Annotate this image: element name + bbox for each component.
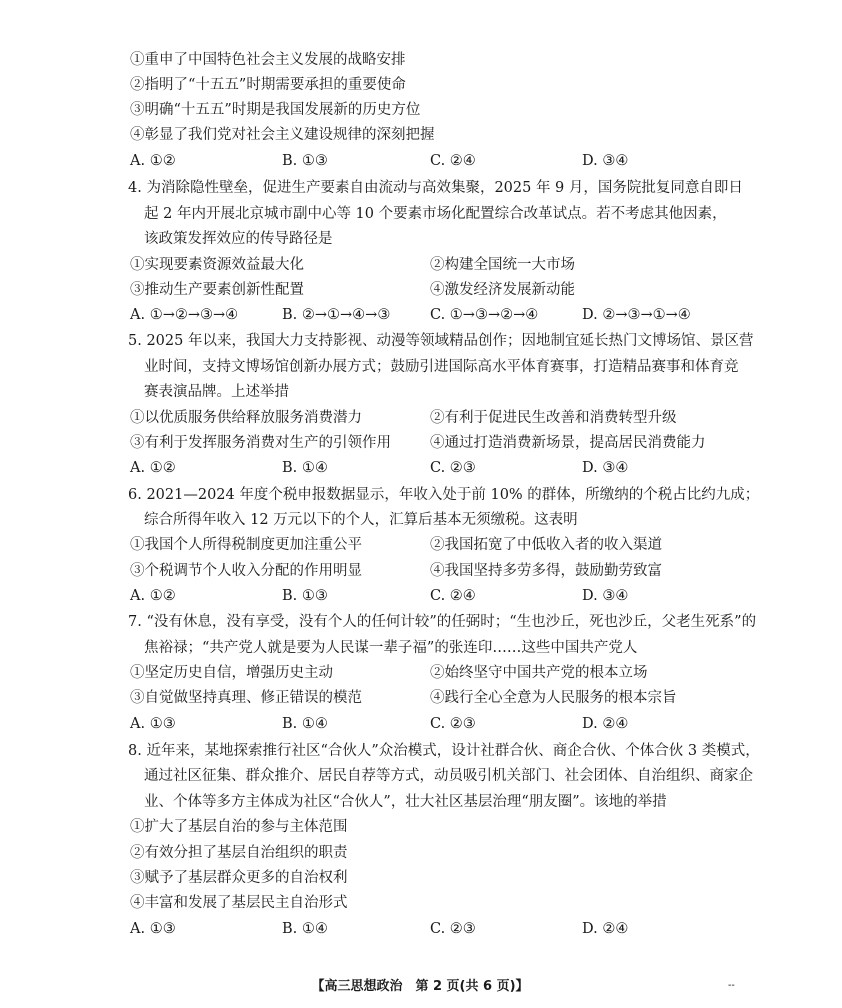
q4-stem-line-1: 4. 为消除隐性壁垒，促进生产要素自由流动与高效集聚，2025 年 9 月，国务院批复同意自即日 — [128, 180, 743, 196]
q7-option-1: ①坚定历史自信，增强历史主动 — [130, 665, 333, 681]
q6-answer-d: D. ③④ — [582, 588, 629, 604]
q6-option-4: ④我国坚持多劳多得，鼓励勤劳致富 — [430, 563, 662, 579]
q3-answer-b: B. ①③ — [282, 153, 328, 169]
q5-stem-line-2: 业时间，支持文博场馆创新办展方式；鼓励引进国际高水平体育赛事，打造精品赛事和体育竞 — [144, 359, 739, 375]
q3-option-2: ②指明了“十五五”时期需要承担的重要使命 — [130, 77, 406, 93]
q6-stem-line-1: 6. 2021—2024 年度个税申报数据显示，年收入处于前 10% 的群体，所缴纳的个税占比约九成； — [128, 487, 760, 503]
q5-option-3: ③有利于发挥服务消费对生产的引领作用 — [130, 435, 391, 451]
q4-answer-b: B. ②→①→④→③ — [282, 307, 391, 323]
q3-option-3: ③明确“十五五”时期是我国发展新的历史方位 — [130, 102, 421, 118]
q6-answer-a: A. ①② — [130, 588, 176, 604]
q3-option-1: ①重申了中国特色社会主义发展的战略安排 — [130, 52, 406, 68]
q7-option-4: ④践行全心全意为人民服务的根本宗旨 — [430, 690, 677, 706]
q5-answer-b: B. ①④ — [282, 460, 328, 476]
q7-stem-line-1: 7. “没有休息，没有享受，没有个人的任何计较”的任弼时；“生也沙丘，死也沙丘，父老生死系”的 — [128, 614, 757, 630]
q4-answer-c: C. ①→③→②→④ — [430, 307, 539, 323]
q8-stem-line-3: 业、个体等多方主体成为社区“合伙人”，壮大社区基层治理“朋友圈”。该地的举措 — [144, 794, 667, 810]
q7-option-3: ③自觉做坚持真理、修正错误的模范 — [130, 690, 362, 706]
q8-option-1: ①扩大了基层自治的参与主体范围 — [130, 819, 348, 835]
q5-option-2: ②有利于促进民生改善和消费转型升级 — [430, 410, 677, 426]
page-footer: 【高三思想政治 第 2 页(共 6 页)】 — [311, 979, 529, 994]
q6-answer-b: B. ①③ — [282, 588, 328, 604]
q8-stem-line-2: 通过社区征集、群众推介、居民自荐等方式，动员吸引机关部门、社会团体、自治组织、商家企 — [144, 768, 753, 784]
q7-stem-line-2: 焦裕禄；“共产党人就是要为人民谋一辈子福”的张连印……这些中国共产党人 — [144, 640, 638, 656]
q4-option-1: ①实现要素资源效益最大化 — [130, 257, 304, 273]
q6-option-3: ③个税调节个人收入分配的作用明显 — [130, 563, 362, 579]
q5-option-1: ①以优质服务供给释放服务消费潜力 — [130, 410, 362, 426]
q8-option-4: ④丰富和发展了基层民主自治形式 — [130, 895, 348, 911]
q6-option-1: ①我国个人所得税制度更加注重公平 — [130, 537, 362, 553]
q5-answer-a: A. ①② — [130, 460, 176, 476]
q6-stem-line-2: 综合所得年收入 12 万元以下的个人，汇算后基本无须缴税。这表明 — [144, 512, 578, 528]
q4-stem-line-3: 该政策发挥效应的传导路径是 — [144, 231, 333, 247]
q8-answer-b: B. ①④ — [282, 921, 328, 937]
q3-answer-c: C. ②④ — [430, 153, 476, 169]
q8-answer-a: A. ①③ — [130, 921, 176, 937]
q7-option-2: ②始终坚守中国共产党的根本立场 — [430, 665, 648, 681]
q4-answer-d: D. ②→③→①→④ — [582, 307, 691, 323]
q5-option-4: ④通过打造消费新场景，提高居民消费能力 — [430, 435, 706, 451]
q8-stem-line-1: 8. 近年来，某地探索推行社区“合伙人”众治模式，设计社群合伙、商企合伙、个体合伙 3 类模式， — [128, 743, 760, 759]
q5-answer-c: C. ②③ — [430, 460, 476, 476]
q3-answer-a: A. ①② — [130, 153, 176, 169]
q4-option-3: ③推动生产要素创新性配置 — [130, 282, 304, 298]
q4-stem-line-2: 起 2 年内开展北京城市副中心等 10 个要素市场化配置综合改革试点。若不考虑其他因素， — [144, 206, 727, 222]
q8-option-2: ②有效分担了基层自治组织的职责 — [130, 845, 348, 861]
q4-answer-a: A. ①→②→③→④ — [130, 307, 239, 323]
q6-answer-c: C. ②④ — [430, 588, 476, 604]
q8-answer-c: C. ②③ — [430, 921, 476, 937]
q7-answer-b: B. ①④ — [282, 716, 328, 732]
q4-option-4: ④激发经济发展新动能 — [430, 282, 575, 298]
q5-stem-line-3: 赛表演品牌。上述举措 — [144, 384, 289, 400]
q7-answer-a: A. ①③ — [130, 716, 176, 732]
q8-answer-d: D. ②④ — [582, 921, 629, 937]
q3-answer-d: D. ③④ — [582, 153, 629, 169]
q7-answer-c: C. ②③ — [430, 716, 476, 732]
q3-option-4: ④彰显了我们党对社会主义建设规律的深刻把握 — [130, 127, 435, 143]
q5-stem-line-1: 5. 2025 年以来，我国大力支持影视、动漫等领域精品创作；因地制宜延长热门文博场馆、景区营 — [128, 333, 754, 349]
q8-option-3: ③赋予了基层群众更多的自治权利 — [130, 870, 348, 886]
q5-answer-d: D. ③④ — [582, 460, 629, 476]
q4-option-2: ②构建全国统一大市场 — [430, 257, 575, 273]
q6-option-2: ②我国拓宽了中低收入者的收入渠道 — [430, 537, 662, 553]
q7-answer-d: D. ②④ — [582, 716, 629, 732]
corner-mark: -- — [728, 980, 735, 991]
